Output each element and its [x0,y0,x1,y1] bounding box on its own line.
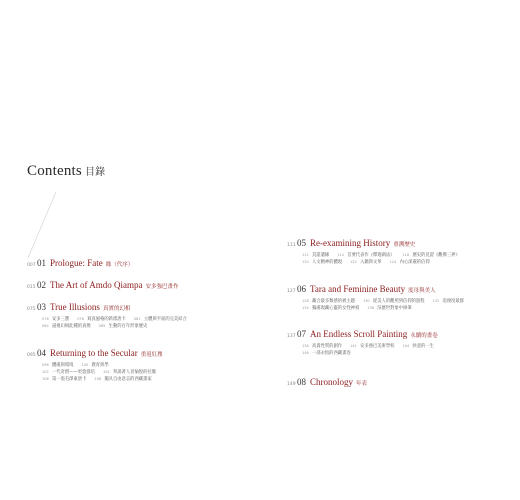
subsection-page-number: 141 [350,343,357,348]
subsection-page-number: 124 [389,259,397,264]
subsection-page-number: 136 [367,305,374,310]
subsection-page-number: 081 [133,316,141,321]
toc-chapter-02[interactable] [27,280,179,290]
subsection-row [302,258,468,265]
subsection-item[interactable] [42,362,73,368]
subsection-row [42,368,164,375]
chapter-title: Re-examining History [310,238,391,248]
chapter-number: 04 [37,348,46,358]
subsection-page-number: 130 [362,298,370,303]
toc-chapter-01[interactable] [27,258,133,268]
subsection-page-number: 120 [302,259,309,264]
toc-chapter-07[interactable] [287,329,442,356]
contents-heading [27,163,105,180]
subsection-title: 寫真風格的新派唐卡 [87,316,126,322]
subsection-page-number: 102 [42,369,49,374]
subsection-item[interactable] [77,316,126,322]
chapter-title: True Illusions [50,302,100,312]
chapter-page-number: 007 [27,263,36,268]
subsection-title: 立體與平面的完美結合 [143,316,187,322]
subsection-page-number: 144 [402,343,410,348]
subsection-item[interactable] [402,252,459,258]
subsection-list [302,251,468,265]
subsection-title: 高貴性質的創作 [312,343,343,349]
chapter-title: Returning to the Secular [50,348,138,358]
subsection-item[interactable] [134,316,187,322]
subsection-item[interactable] [363,298,425,304]
toc-chapter-04[interactable] [27,348,164,382]
subsection-title: 獨具自由意志的西藏畫家 [104,376,152,382]
toc-chapter-08[interactable] [287,377,367,387]
subsection-page-number: 132 [432,298,440,303]
contents-heading-en: Contents [27,163,82,179]
subsection-title: 體處與環境 [52,362,74,368]
subsection-page-number: 106 [42,376,49,381]
subsection-title: 拜謁著人晉愉悅的拉瓊 [112,369,156,375]
subsection-row [302,297,472,304]
subsection-title: 教育與學 [91,362,109,368]
subsection-title: 生動的百年形象歷史 [108,323,148,329]
subsection-item[interactable] [42,316,69,322]
chapter-page-number: 137 [287,334,296,339]
subsection-item[interactable] [302,252,329,258]
subsection-page-number: 078 [77,316,84,321]
chapter-title-zh: 重溯歷史 [393,242,416,248]
chapter-title-zh: 真實的幻相 [102,306,131,312]
chapter-title-zh: 永續的畫卷 [410,333,438,339]
subsection-row [42,315,195,322]
subsection-page-number: 104 [102,369,110,374]
subsection-title: 人文精神的體現 [312,259,343,265]
contents-heading-zh: 目錄 [84,167,106,178]
subsection-row [302,349,442,356]
subsection-row [42,361,164,368]
chapter-title: The Art of Amdo Qiampa [50,280,143,290]
subsection-page-number: 138 [302,343,309,348]
subsection-page-number: 118 [402,252,410,257]
subsection-item[interactable] [390,259,430,265]
subsection-page-number: 084 [42,323,49,328]
chapter-page-number: 075 [27,307,36,312]
subsection-title: 入籍與文革 [360,259,382,265]
chapter-page-number: 111 [287,243,296,248]
chapter-title-zh: 重返紅塵 [140,352,163,358]
chapter-title-zh: 安多強巴畫作 [145,284,179,290]
chapter-heading[interactable] [287,238,468,248]
chapter-heading[interactable] [27,258,133,268]
subsection-item[interactable] [433,298,464,304]
subsection-row [42,322,195,329]
subsection-item[interactable] [94,376,151,382]
chapter-title-zh: 年表 [356,381,368,387]
decorative-diagonal-line [27,192,57,258]
subsection-list [302,297,472,311]
chapter-heading[interactable] [27,302,195,312]
subsection-page-number: 128 [302,298,309,303]
chapter-title: Prologue: Fate [50,258,103,268]
subsection-item[interactable] [302,259,342,265]
subsection-title: 藏合最多類感的被主題 [312,298,355,304]
subsection-page-number: 122 [350,259,357,264]
subsection-list [42,361,164,382]
subsection-page-number: 096 [42,362,49,367]
subsection-page-number: 112 [302,252,309,257]
subsection-item[interactable] [337,252,394,258]
subsection-item[interactable] [99,323,148,329]
subsection-item[interactable] [350,343,394,349]
subsection-title: 從美人的觀照到信仰的過程 [372,298,425,304]
chapter-title: Tara and Feminine Beauty [310,284,406,294]
subsection-page-number: 076 [42,316,49,321]
toc-chapter-05[interactable] [287,238,468,265]
subsection-item[interactable] [302,343,342,349]
chapter-heading[interactable] [27,348,164,358]
subsection-item[interactable] [302,305,359,311]
subsection-title: 頁諾遺緣 [312,252,330,258]
toc-chapter-03[interactable] [27,302,195,329]
subsection-title: 一代奇僧——更敦群培 [52,369,95,375]
chapter-heading[interactable] [287,377,367,387]
subsection-item[interactable] [42,369,95,375]
subsection-title: 追俊度最群 [442,298,465,304]
chapter-heading[interactable] [27,280,179,290]
subsection-title: 第一張毛澤東唐卡 [52,376,87,382]
subsection-item[interactable] [81,362,108,368]
chapter-title-zh: 緣（代序） [105,262,134,268]
subsection-item[interactable] [42,376,86,382]
chapter-title-zh: 度母與美人 [408,288,436,294]
subsection-page-number: 146 [302,350,309,355]
chapter-number: 03 [37,302,46,312]
subsection-title: 首要代表作《釋迦湖法》 [347,252,395,258]
chapter-heading[interactable] [287,329,442,339]
chapter-number: 02 [37,280,46,290]
subsection-item[interactable] [402,343,433,349]
toc-chapter-06[interactable] [287,284,472,311]
subsection-item[interactable] [302,350,351,356]
subsection-item[interactable] [42,323,91,329]
subsection-row [302,251,468,258]
subsection-list [302,342,442,356]
chapter-page-number: 095 [27,353,36,358]
chapter-number: 08 [297,377,306,387]
subsection-row [302,342,442,349]
subsection-title: 歷史的見證《觀佛三界》 [412,252,460,258]
subsection-page-number: 089 [98,323,106,328]
chapter-title: An Endless Scroll Painting [310,329,408,339]
subsection-title: 渲歷世對象中辯筆 [377,305,412,311]
chapter-number: 01 [37,258,46,268]
subsection-item[interactable] [103,369,156,375]
subsection-list [42,315,195,329]
subsection-item[interactable] [350,259,381,265]
chapter-number: 07 [297,329,306,339]
chapter-title: Chronology [310,377,354,387]
subsection-page-number: 100 [81,362,89,367]
subsection-page-number: 108 [94,376,102,381]
subsection-item[interactable] [302,298,355,304]
chapter-number: 05 [297,238,306,248]
subsection-page-number: 114 [337,252,344,257]
subsection-title: 安多強巴美術學校 [360,343,395,349]
subsection-row [302,304,472,311]
chapter-page-number: 015 [27,285,36,290]
subsection-title: 安多三寶 [52,316,70,322]
subsection-title: 獨處現藏心靈的女性神祇 [312,305,360,311]
chapter-page-number: 149 [287,382,296,387]
subsection-title: 逼視幻相此種的真像 [52,323,91,329]
subsection-page-number: 134 [302,305,309,310]
chapter-heading[interactable] [287,284,472,294]
subsection-title: 快意的一生 [412,343,434,349]
subsection-title: 一部永恆的西藏畫卷 [312,350,351,356]
chapter-page-number: 127 [287,289,296,294]
subsection-item[interactable] [367,305,411,311]
subsection-row [42,375,164,382]
chapter-number: 06 [297,284,306,294]
subsection-title: 內心深處的信仰 [399,259,430,265]
